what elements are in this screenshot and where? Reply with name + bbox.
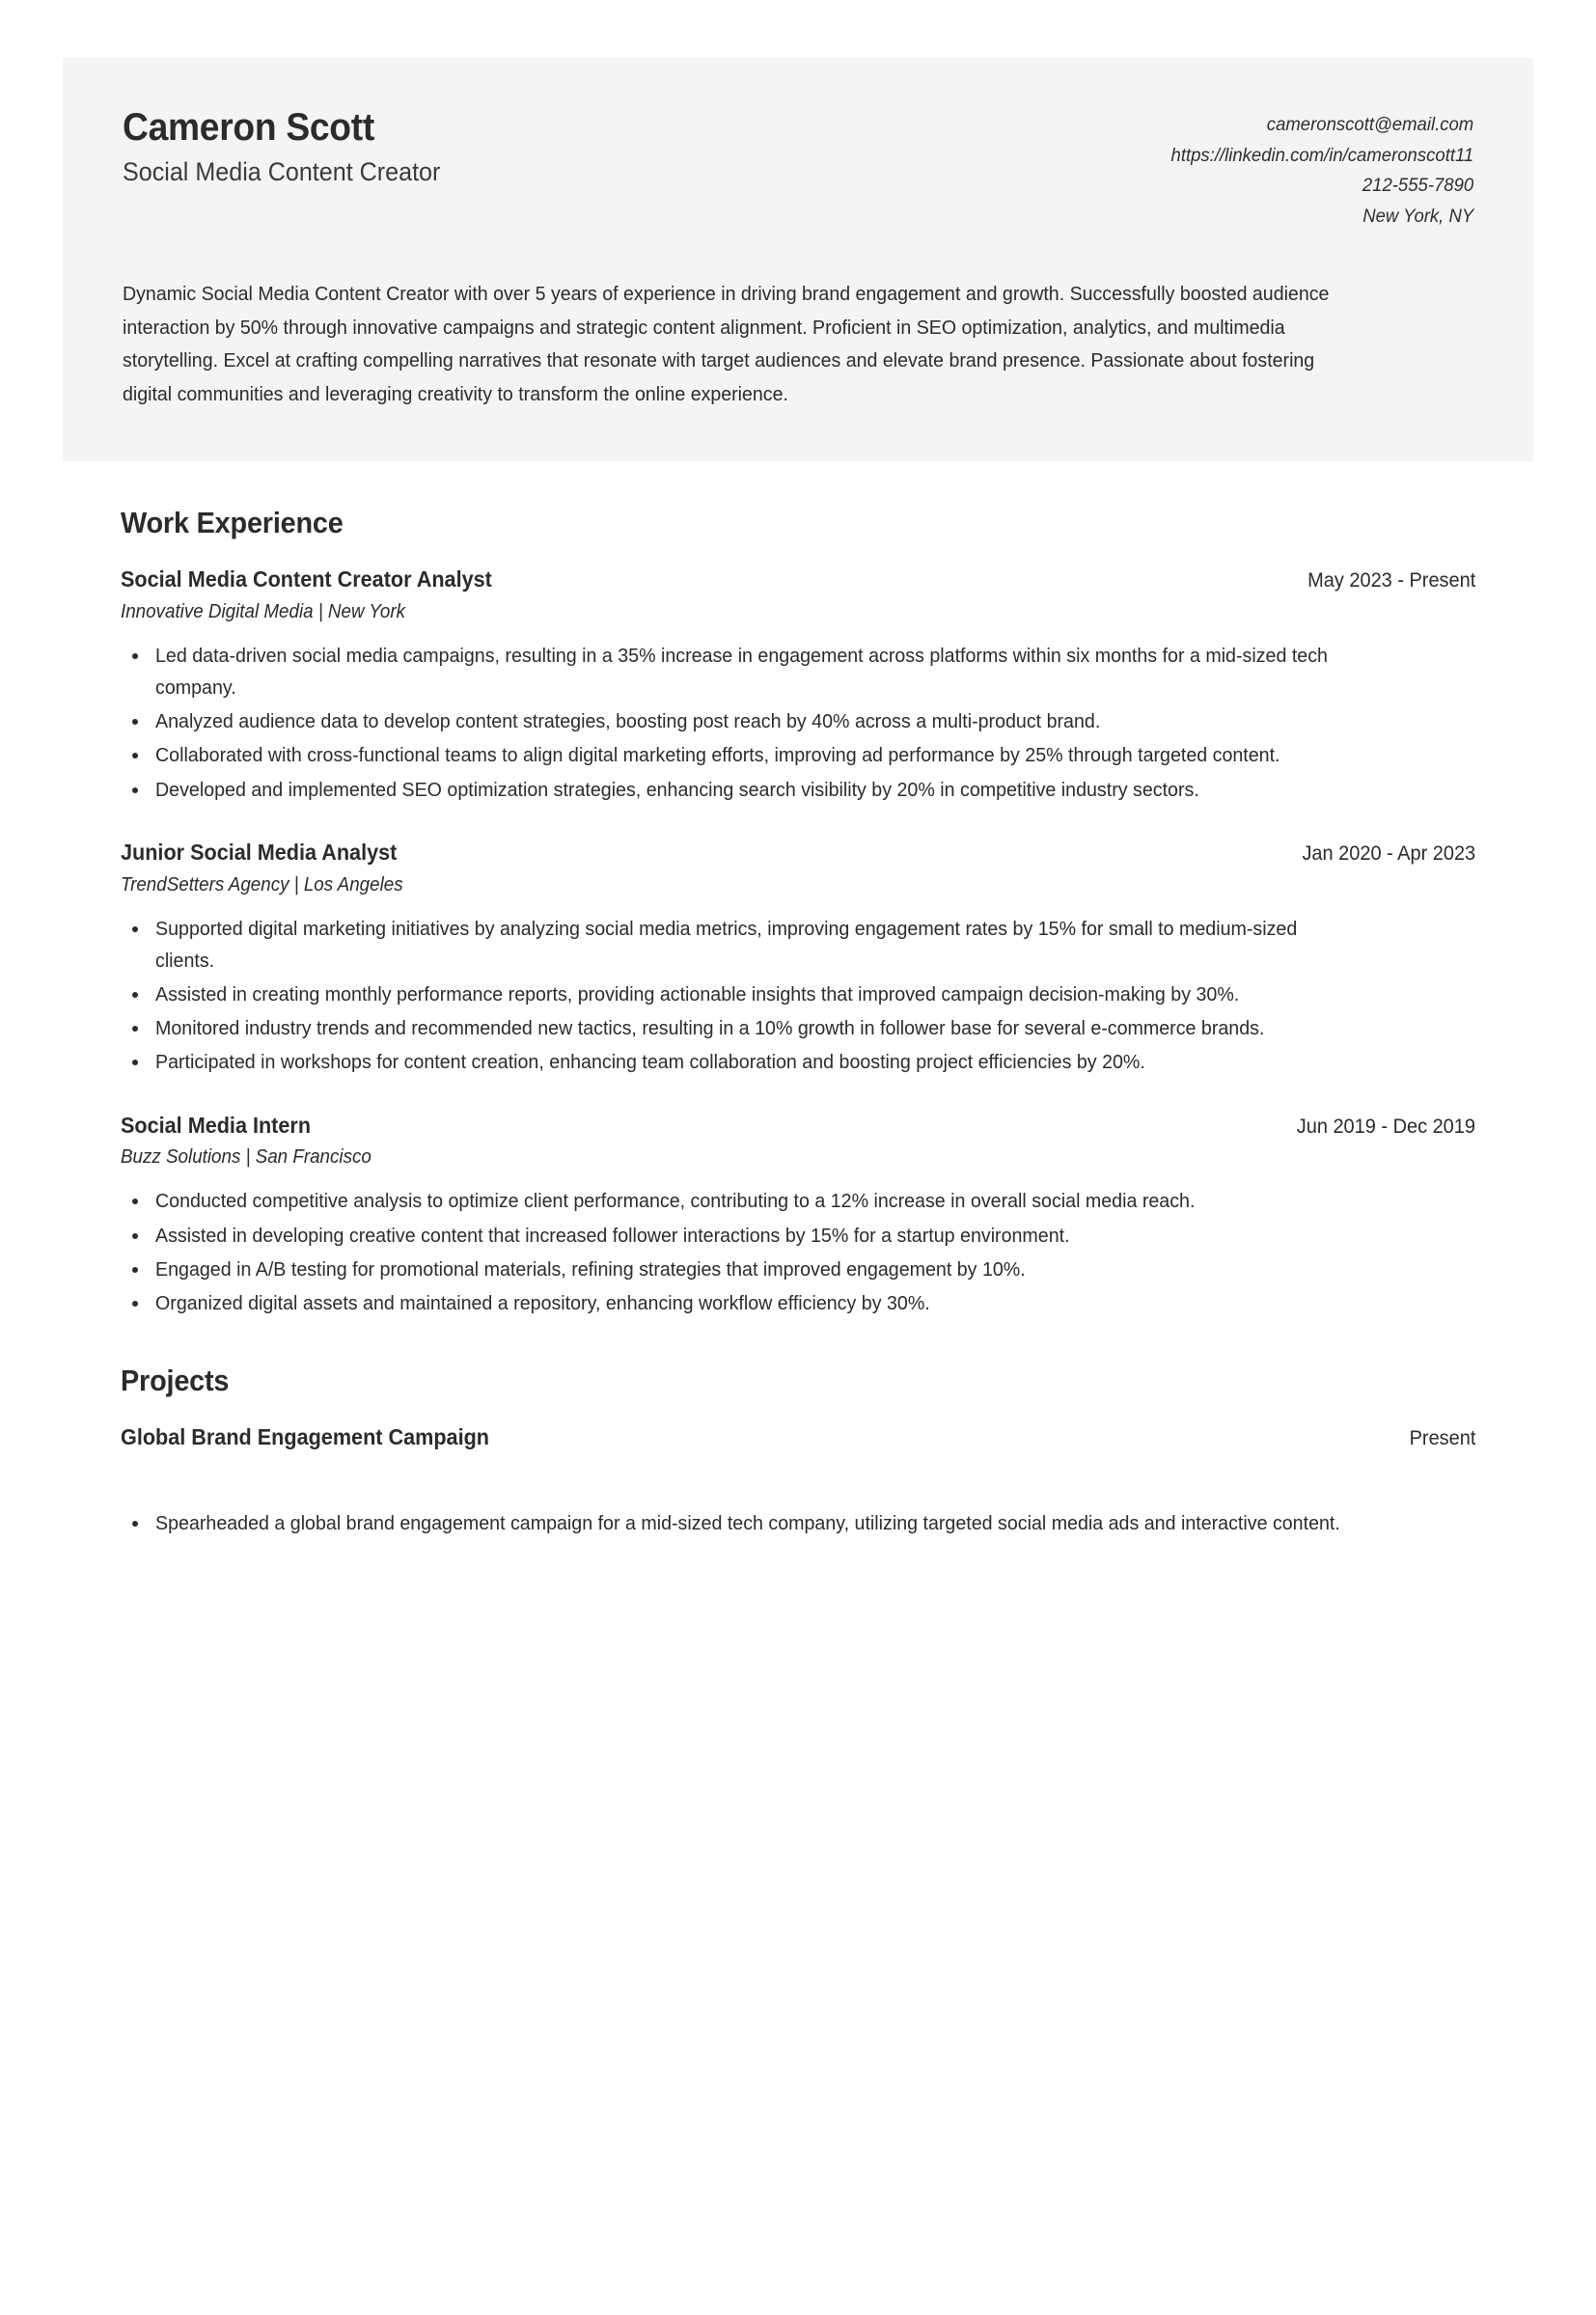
bullet-text: Monitored industry trends and recommended new tactics, resulting in a 10% growth in follower base for several e-commerce brands.: [155, 1017, 1265, 1040]
work-entry-head: [121, 565, 1475, 593]
project-entry-title: Global Brand Engagement Campaign: [121, 1424, 490, 1450]
contact-email[interactable]: cameronscott@email.com: [1266, 114, 1473, 135]
work-entry-bullets: [121, 640, 1475, 806]
work-entry-company: Buzz Solutions | San Francisco: [121, 1146, 371, 1169]
bullet-text: Engaged in A/B testing for promotional materials, refining strategies that improved engagement by 10%.: [155, 1257, 1026, 1281]
contact-location: New York, NY: [1362, 205, 1473, 227]
project-entry-head: [121, 1423, 1475, 1451]
work-entry-date: May 2023 - Present: [1307, 569, 1475, 593]
resume-body: [0, 506, 1596, 1539]
resume-page: [0, 58, 1596, 2315]
bullet-item: [121, 1507, 1404, 1539]
bullet-item: [121, 1012, 1404, 1044]
work-entry-role: Social Media Content Creator Analyst: [121, 566, 492, 593]
work-entry-bullets: [121, 1185, 1475, 1319]
bullet-text: Led data-driven social media campaigns, resulting in a 35% increase in engagement across platforms within six months for a mid-sized tech company.: [155, 644, 1328, 700]
header-top-row: [123, 104, 1473, 232]
work-entry-role: Social Media Intern: [121, 1112, 312, 1138]
contact-linkedin[interactable]: https://linkedin.com/in/cameronscott11: [1170, 144, 1473, 166]
candidate-job-title: Social Media Content Creator: [123, 156, 441, 186]
bullet-text: Participated in workshops for content creation, enhancing team collaboration and boosting project efficiencies by 20%.: [155, 1051, 1145, 1074]
bullet-item: [121, 1185, 1404, 1217]
work-entry-date: Jun 2019 - Dec 2019: [1296, 1115, 1475, 1138]
bullet-text: Supported digital marketing initiatives by analyzing social media metrics, improving engagement rates by 15% for small to medium-sized clients.: [155, 917, 1298, 972]
section-projects: [121, 1364, 1475, 1539]
bullet-item: [121, 705, 1404, 737]
bullet-item: [121, 978, 1404, 1010]
bullet-item: [121, 1254, 1404, 1285]
bullet-text: Assisted in creating monthly performance reports, providing actionable insights that improved campaign decision-making by 30%.: [155, 982, 1240, 1006]
bullet-text: Developed and implemented SEO optimization strategies, enhancing search visibility by 20% in competitive industry sectors.: [155, 778, 1199, 801]
bullet-text: Spearheaded a global brand engagement campaign for a mid-sized tech company, utilizing targeted social media ads and interactive content.: [155, 1511, 1340, 1534]
section-title-work-experience: Work Experience: [121, 506, 344, 540]
bullet-text: Assisted in developing creative content that increased follower interactions by 15% for a startup environment.: [155, 1224, 1070, 1247]
section-work-experience: [121, 506, 1475, 1319]
work-entry: [121, 1112, 1475, 1320]
work-entry-head: [121, 839, 1475, 867]
work-entry-head: [121, 1112, 1475, 1140]
bullet-item: [121, 739, 1404, 771]
bullet-item: [121, 1220, 1404, 1252]
work-entry-company: TrendSetters Agency | Los Angeles: [121, 873, 403, 896]
bullet-item: [121, 913, 1404, 977]
section-title-projects: Projects: [121, 1364, 230, 1398]
work-entry-role: Junior Social Media Analyst: [121, 839, 398, 865]
bullet-text: Conducted competitive analysis to optimize client performance, contributing to a 12% increase in overall social media reach.: [155, 1190, 1196, 1213]
project-entry-bullets: [121, 1507, 1475, 1539]
identity-block: [123, 104, 464, 187]
work-entry-company: Innovative Digital Media | New York: [121, 600, 406, 622]
work-entry: [121, 839, 1475, 1079]
work-entry-date: Jan 2020 - Apr 2023: [1302, 841, 1475, 865]
candidate-name: Cameron Scott: [123, 106, 374, 149]
resume-header: [63, 58, 1533, 461]
bullet-item: [121, 1287, 1404, 1319]
contact-phone[interactable]: 212-555-7890: [1362, 175, 1473, 197]
bullet-text: Organized digital assets and maintained a repository, enhancing workflow efficiency by 30%.: [155, 1291, 930, 1314]
bullet-item: [121, 640, 1404, 703]
work-entry: [121, 565, 1475, 806]
work-entry-bullets: [121, 913, 1475, 1079]
contact-block: [1170, 104, 1473, 232]
bullet-text: Collaborated with cross-functional teams to align digital marketing efforts, improving ad performance by 25% through targeted content.: [155, 744, 1280, 767]
project-entry-date: Present: [1409, 1427, 1475, 1450]
project-entry: [121, 1423, 1475, 1539]
professional-summary: Dynamic Social Media Content Creator with over 5 years of experience in driving brand engagement and growth. Successfully boosted audience interaction by 50% through innovative campaigns and strategic content alignment. Proficient in SEO optimization, analytics, and multimedia storytelling. Excel at crafting compelling narratives that resonate with target audiences and elevate brand presence. Passionate about fostering digital communities and leveraging creativity to transform the online experience.: [123, 283, 1330, 405]
bullet-item: [121, 774, 1404, 806]
bullet-text: Analyzed audience data to develop content strategies, boosting post reach by 40% across a multi-product brand.: [155, 710, 1101, 733]
bullet-item: [121, 1046, 1404, 1078]
